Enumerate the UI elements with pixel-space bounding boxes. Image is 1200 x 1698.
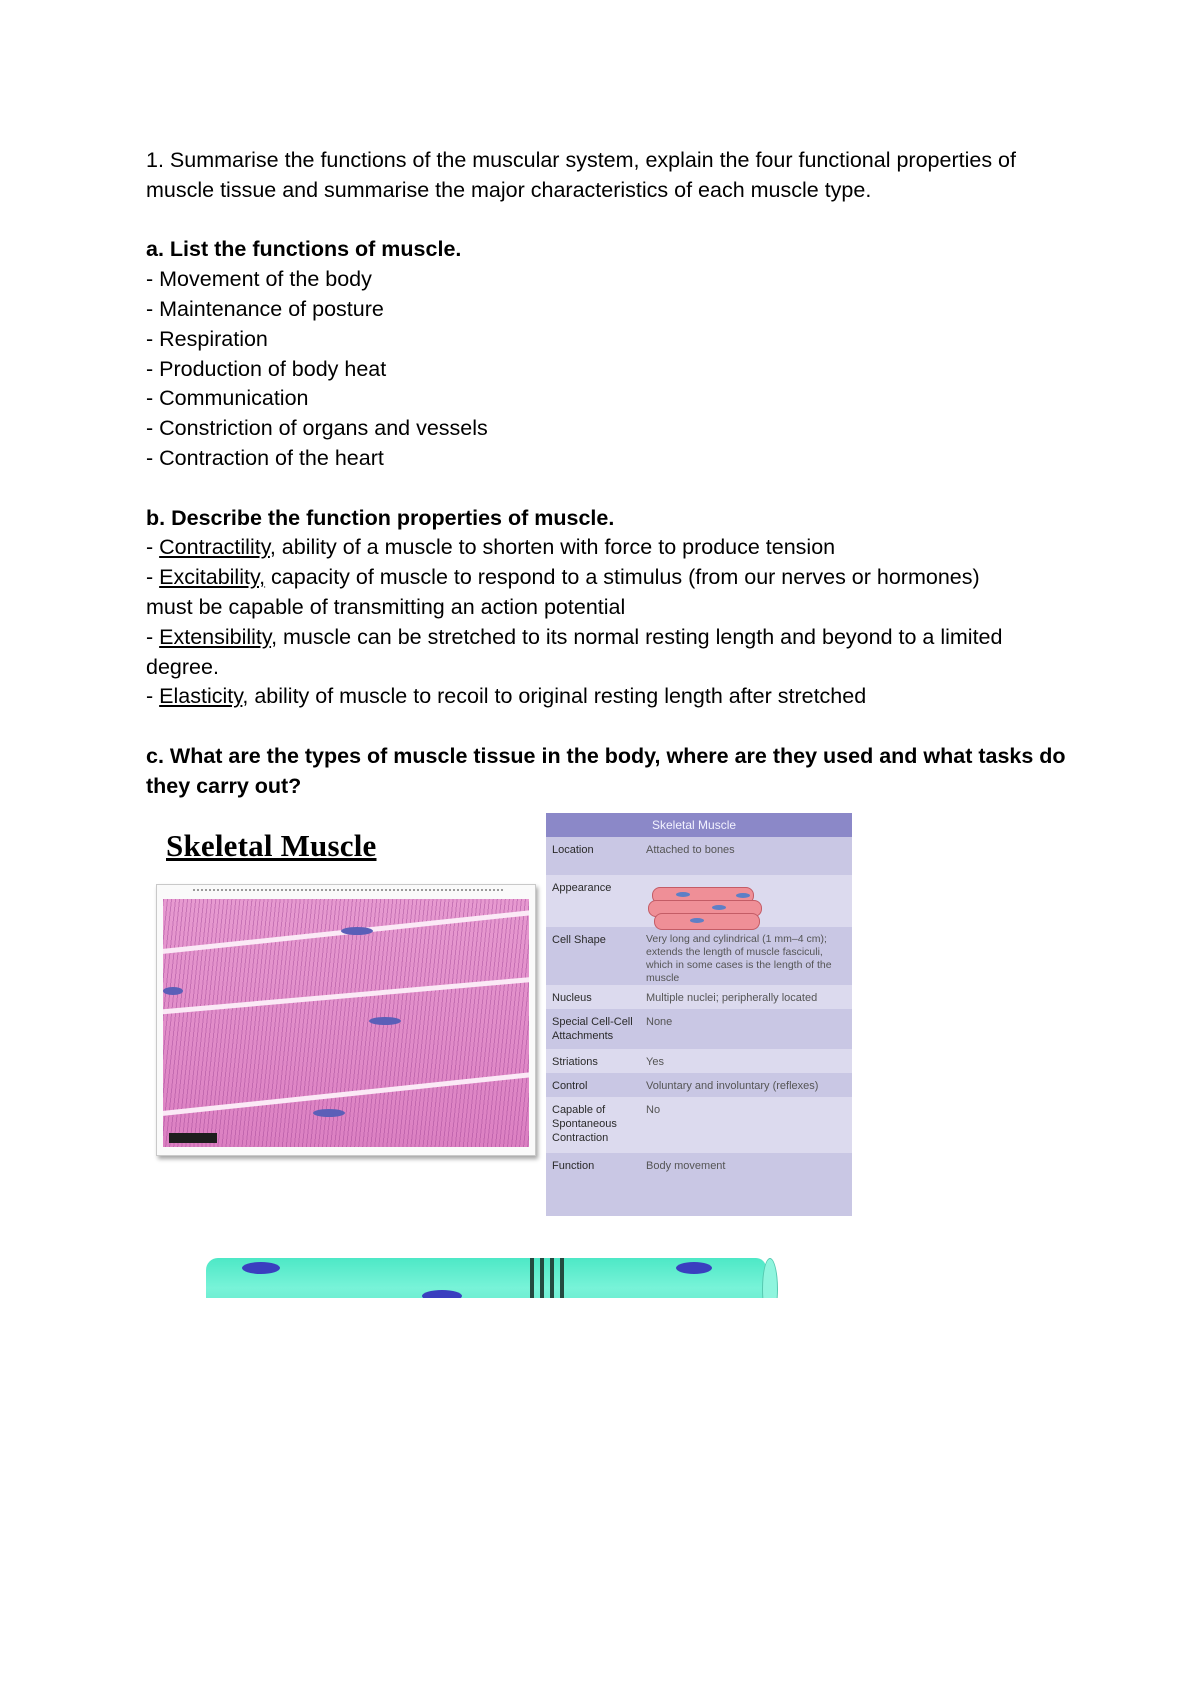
skeletal-muscle-micrograph [156,884,536,1156]
striation-band [560,1258,564,1298]
section-c-heading-line-1: c. What are the types of muscle tissue in the body, where are they used and what tasks do [146,743,1066,768]
property-item: - Excitability, capacity of muscle to respond to a stimulus (from our nerves or hormones) [146,565,980,590]
fiber-end [762,1258,778,1298]
table-row: Control Voluntary and involuntary (reflexes) [552,1080,819,1092]
table-row: Capable of Spontaneous Contraction No [546,1097,852,1153]
table-header: Skeletal Muscle [546,813,852,837]
micrograph-caption-placeholder [193,889,503,897]
text-content [146,146,1066,802]
list-item: - Respiration [146,326,268,351]
property-item: - Elasticity, ability of muscle to recoil to original resting length after stretched [146,684,867,709]
list-item: - Constriction of organs and vessels [146,416,488,441]
property-item: degree. [146,654,219,679]
table-row: Nucleus Multiple nuclei; peripherally located [546,985,852,1009]
figure-title: Skeletal Muscle [166,828,377,863]
list-item: - Production of body heat [146,356,387,381]
nucleus-shape [341,927,373,935]
striation-band [550,1258,554,1298]
question-line-1: 1. Summarise the functions of the muscular system, explain the four functional properties of [146,148,1016,172]
table-row: Striations Yes [546,1049,852,1073]
table-row: Appearance [546,875,852,927]
table-row: Cell Shape Very long and cylindrical (1 mm–4 cm); extends the length of muscle fasciculi, which in some cases is the length of the muscle [552,933,832,984]
question-line-2: muscle tissue and summarise the major characteristics of each muscle type. [146,177,872,202]
table-row: Function Body movement [552,1160,726,1172]
nucleus-shape [163,987,183,995]
skeletal-muscle-table [546,813,852,1216]
table-row: Special Cell-Cell Attachments None [552,1016,673,1042]
property-term: Elasticity [159,684,243,709]
list-item: - Contraction of the heart [146,445,384,470]
nucleus-shape [422,1290,462,1298]
nucleus-shape [242,1262,280,1274]
nucleus-shape [313,1109,345,1117]
list-item: - Communication [146,386,309,411]
property-item: - Extensibility, muscle can be stretched to its normal resting length and beyond to a limited [146,624,1003,649]
muscle-cells-illustration [646,885,766,931]
table-row: Location Attached to bones [552,844,735,856]
micrograph-image [163,899,529,1147]
section-a-heading: a. List the functions of muscle. [146,237,462,262]
property-term: Excitability, [159,565,266,590]
property-item: - Contractility, ability of a muscle to shorten with force to produce tension [146,535,836,560]
scale-bar [169,1133,217,1143]
nucleus-shape [676,1262,712,1274]
section-c-heading-line-2: they carry out? [146,773,302,798]
striation-band [530,1258,534,1298]
list-item: - Maintenance of posture [146,296,384,321]
section-b-heading: b. Describe the function properties of muscle. [146,505,615,530]
muscle-fiber-diagram [206,1258,778,1298]
list-item: - Movement of the body [146,267,372,292]
striation-band [540,1258,544,1298]
property-item: must be capable of transmitting an action potential [146,594,626,619]
property-term: Extensibility [159,624,272,649]
property-term: Contractility [159,535,270,560]
nucleus-shape [369,1017,401,1025]
